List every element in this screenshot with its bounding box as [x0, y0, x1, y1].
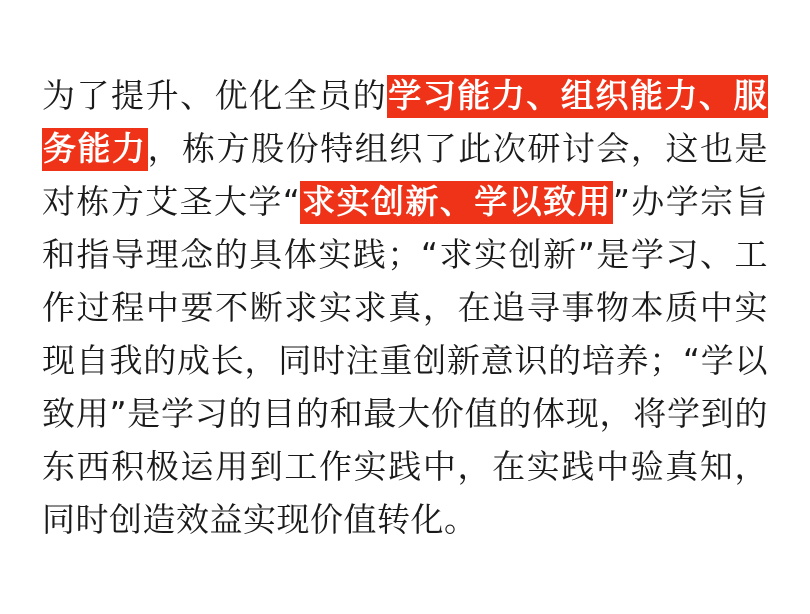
body-paragraph — [42, 69, 768, 546]
text-segment-plain: ”办学宗旨和指导理念的具体实践；“求实创新”是学习、工作过程中要不断求实求真，在追寻事物本质中实现自我的成长，同时注重创新意识的培养；“学以致用”是学习的目的和最大价值的体现，将学到的东西积极运用到工作实践中，在实践中验真知，同时创造效益实现价值转化。 — [42, 182, 768, 539]
highlighted-phrase-motto: 求实创新、学以致用 — [300, 181, 612, 224]
text-segment-plain: ，栋方股份特组织了此次研讨会，这也是对栋方艾圣大学“ — [42, 129, 769, 221]
text-segment-plain: 为了提升、优化全员的 — [42, 76, 388, 115]
highlighted-phrase-capabilities: 学习能力、组织能力、服务能力 — [42, 75, 768, 171]
